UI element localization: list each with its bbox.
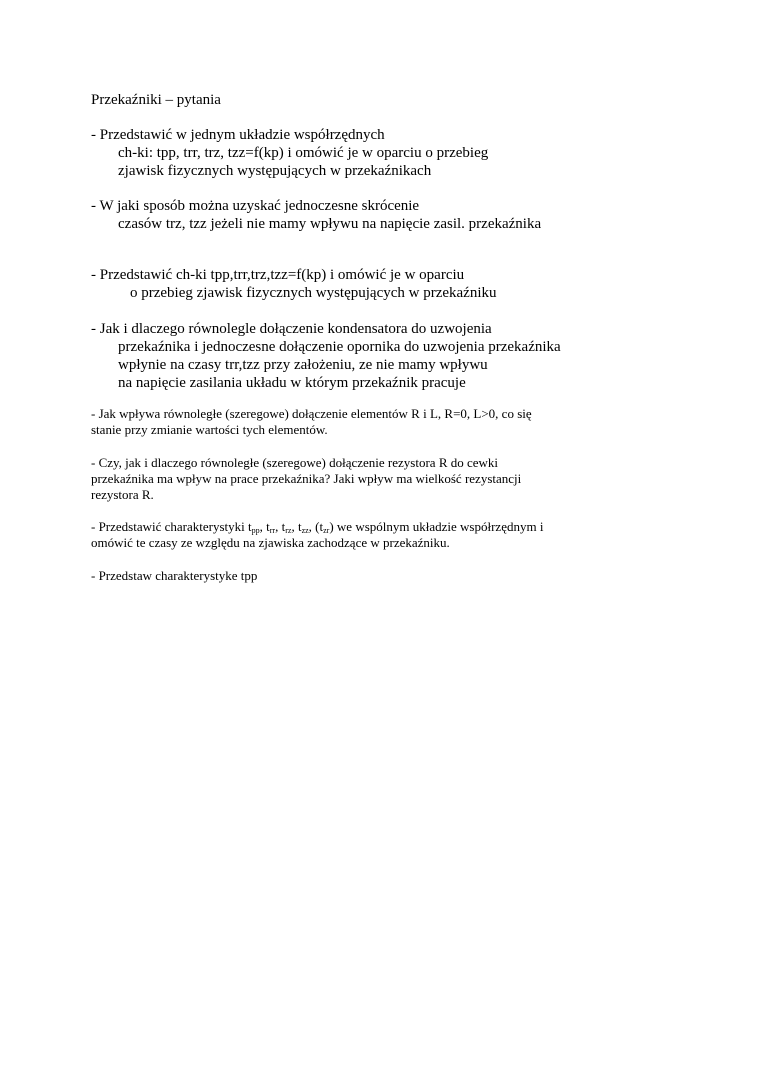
question-7-prefix: - Przedstawić charakterystyki t [91, 519, 252, 534]
question-7-suffix: ) we wspólnym układzie współrzędnym i [329, 519, 544, 534]
subscript-pp: pp [251, 526, 260, 535]
question-7-sep-1: , t [259, 519, 270, 534]
subscript-rr: rr [269, 526, 276, 535]
subscript-zr: zr [323, 526, 330, 535]
question-3 [91, 266, 691, 302]
subscript-zz: zz [301, 526, 309, 535]
question-5-line-1: - Jak wpływa równoległe (szeregowe) dołączenie elementów R i L, R=0, L>0, co się [91, 406, 532, 421]
question-3-line-2: o przebieg zjawisk fizycznych występujących w przekaźniku [130, 285, 497, 301]
question-1-line-3: zjawisk fizycznych występujących w przekaźnikach [118, 163, 432, 179]
question-7-line-2: omówić te czasy ze względu na zjawiska zachodzące w przekaźniku. [91, 535, 450, 550]
question-1-line-2: ch-ki: tpp, trr, trz, tzz=f(kp) i omówić je w oparciu o przebieg [118, 145, 489, 161]
question-3-line-1: - Przedstawić ch-ki tpp,trr,trz,tzz=f(kp) i omówić je w oparciu [91, 267, 465, 283]
question-1 [91, 126, 691, 180]
subscript-rz: rz [285, 526, 292, 535]
question-2-line-2: czasów trz, tzz jeżeli nie mamy wpływu na napięcie zasil. przekaźnika [118, 216, 542, 232]
question-4-line-4: na napięcie zasilania układu w którym przekaźnik pracuje [118, 375, 466, 391]
question-7-sep-4: , (t [308, 519, 324, 534]
question-7-sep-3: , t [291, 519, 302, 534]
question-2 [91, 197, 691, 233]
question-5 [91, 406, 691, 438]
question-4 [91, 320, 691, 392]
question-4-line-2: przekaźnika i jednoczesne dołączenie opornika do uzwojenia przekaźnika [118, 339, 561, 355]
question-6 [91, 455, 691, 503]
question-2-line-1: - W jaki sposób można uzyskać jednoczesne skrócenie [91, 198, 420, 214]
document-title: Przekaźniki – pytania [91, 92, 221, 108]
question-5-line-2: stanie przy zmianie wartości tych elementów. [91, 422, 328, 437]
question-8 [91, 568, 691, 584]
question-7-sep-2: , t [275, 519, 286, 534]
question-1-line-1: - Przedstawić w jednym układzie współrzędnych [91, 127, 385, 143]
question-8-line-1: - Przedstaw charakterystyke tpp [91, 568, 258, 583]
question-6-line-3: rezystora R. [91, 487, 154, 502]
question-6-line-2: przekaźnika ma wpływ na prace przekaźnika? Jaki wpływ ma wielkość rezystancji [91, 471, 522, 486]
question-6-line-1: - Czy, jak i dlaczego równoległe (szeregowe) dołączenie rezystora R do cewki [91, 455, 499, 470]
question-7-line-1 [91, 519, 691, 535]
question-4-line-1: - Jak i dlaczego równolegle dołączenie kondensatora do uzwojenia [91, 321, 492, 337]
question-7 [91, 519, 691, 551]
question-4-line-3: wpłynie na czasy trr,tzz przy założeniu, ze nie mamy wpływu [118, 357, 488, 373]
